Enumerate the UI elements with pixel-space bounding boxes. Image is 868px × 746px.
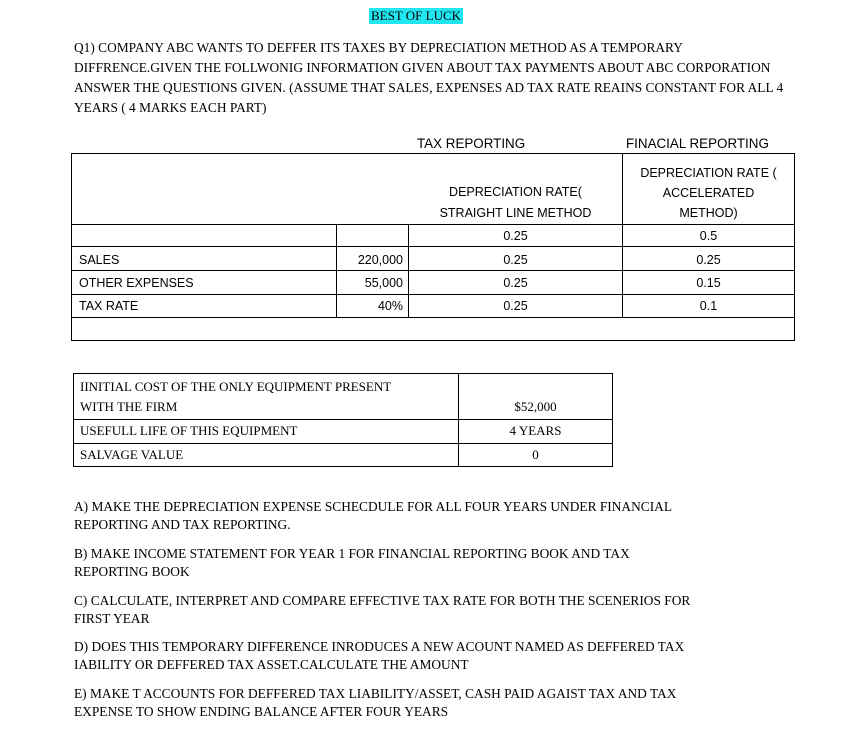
part-b-line-1: B) MAKE INCOME STATEMENT FOR YEAR 1 FOR FINANCIAL REPORTING BOOK AND TAX — [74, 546, 630, 561]
useful-life-value: 4 YEARS — [509, 423, 562, 438]
row-fin-other-expenses: 0.15 — [696, 276, 721, 290]
useful-life-label: USEFULL LIFE OF THIS EQUIPMENT — [80, 423, 298, 438]
equip-cost-label-2: WITH THE FIRM — [80, 399, 178, 414]
row-tax-sales: 0.25 — [503, 253, 528, 267]
row-value-sales: 220,000 — [357, 253, 403, 267]
part-a — [74, 498, 794, 534]
row-tax-other-expenses: 0.25 — [503, 276, 528, 290]
fin-col-title-3: METHOD) — [679, 206, 738, 220]
part-a-line-2: REPORTING AND TAX REPORTING. — [74, 517, 291, 532]
row-fin-tax-rate: 0.1 — [699, 299, 718, 313]
tax-col-title-1: DEPRECIATION RATE( — [449, 185, 582, 199]
part-c-line-1: C) CALCULATE, INTERPRET AND COMPARE EFFECTIVE TAX RATE FOR BOTH THE SCENERIOS FOR — [74, 593, 691, 608]
question-text: Q1) COMPANY ABC WANTS TO DEFFER ITS TAXES BY DEPRECIATION METHOD AS A TEMPORARY DIFFRENCE.GIVEN THE FOLLWONIG INFORMATION GIVEN ABOUT TAX PAYMENTS ABOUT ABC CORPORATION ANSWER THE QUESTIONS GIVEN. (ASSUME THAT SALES, EXPENSES AD TAX RATE REAINS CONSTANT FOR ALL 4 YEARS ( 4 MARKS EACH PART) — [74, 40, 784, 115]
fin-col-title-2: ACCELERATED — [662, 186, 755, 200]
salvage-value-value: 0 — [532, 447, 539, 462]
equip-cost-value: $52,000 — [514, 399, 557, 414]
depreciation-table — [71, 153, 795, 341]
row-value-other-expenses: 55,000 — [364, 276, 403, 290]
salvage-value-label: SALVAGE VALUE — [80, 447, 184, 462]
part-b — [74, 545, 794, 581]
fin-rate-value: 0.5 — [699, 229, 718, 243]
row-fin-sales: 0.25 — [696, 253, 721, 267]
row-tax-tax-rate: 0.25 — [503, 299, 528, 313]
fin-col-title-1: DEPRECIATION RATE ( — [640, 166, 777, 180]
part-c-line-2: FIRST YEAR — [74, 611, 150, 626]
part-d — [74, 638, 794, 674]
part-e-line-1: E) MAKE T ACCOUNTS FOR DEFFERED TAX LIABILITY/ASSET, CASH PAID AGAIST TAX AND TAX — [74, 686, 677, 701]
tax-col-title-2: STRAIGHT LINE METHOD — [439, 206, 592, 220]
part-b-line-2: REPORTING BOOK — [74, 564, 190, 579]
equipment-table — [73, 373, 613, 467]
part-e-line-2: EXPENSE TO SHOW ENDING BALANCE AFTER FOUR YEARS — [74, 704, 449, 719]
banner-best-of-luck: BEST OF LUCK — [371, 8, 462, 23]
part-d-line-1: D) DOES THIS TEMPORARY DIFFERENCE INRODUCES A NEW ACOUNT NAMED AS DEFFERED TAX — [74, 639, 685, 654]
tax-reporting-header: TAX REPORTING — [417, 136, 526, 151]
part-d-line-2: IABILITY OR DEFFERED TAX ASSET.CALCULATE THE AMOUNT — [74, 657, 469, 672]
part-a-line-1: A) MAKE THE DEPRECIATION EXPENSE SCHECDULE FOR ALL FOUR YEARS UNDER FINANCIAL — [74, 499, 673, 514]
part-c — [74, 592, 794, 628]
row-label-other-expenses: OTHER EXPENSES — [79, 276, 194, 290]
equip-cost-label-1: IINITIAL COST OF THE ONLY EQUIPMENT PRESENT — [80, 379, 392, 394]
row-label-sales: SALES — [79, 253, 120, 267]
financial-reporting-header: FINACIAL REPORTING — [626, 136, 769, 151]
part-e — [74, 685, 794, 721]
row-value-tax-rate: 40% — [377, 299, 403, 313]
row-label-tax-rate: TAX RATE — [79, 299, 139, 313]
tax-rate-value: 0.25 — [503, 229, 528, 243]
